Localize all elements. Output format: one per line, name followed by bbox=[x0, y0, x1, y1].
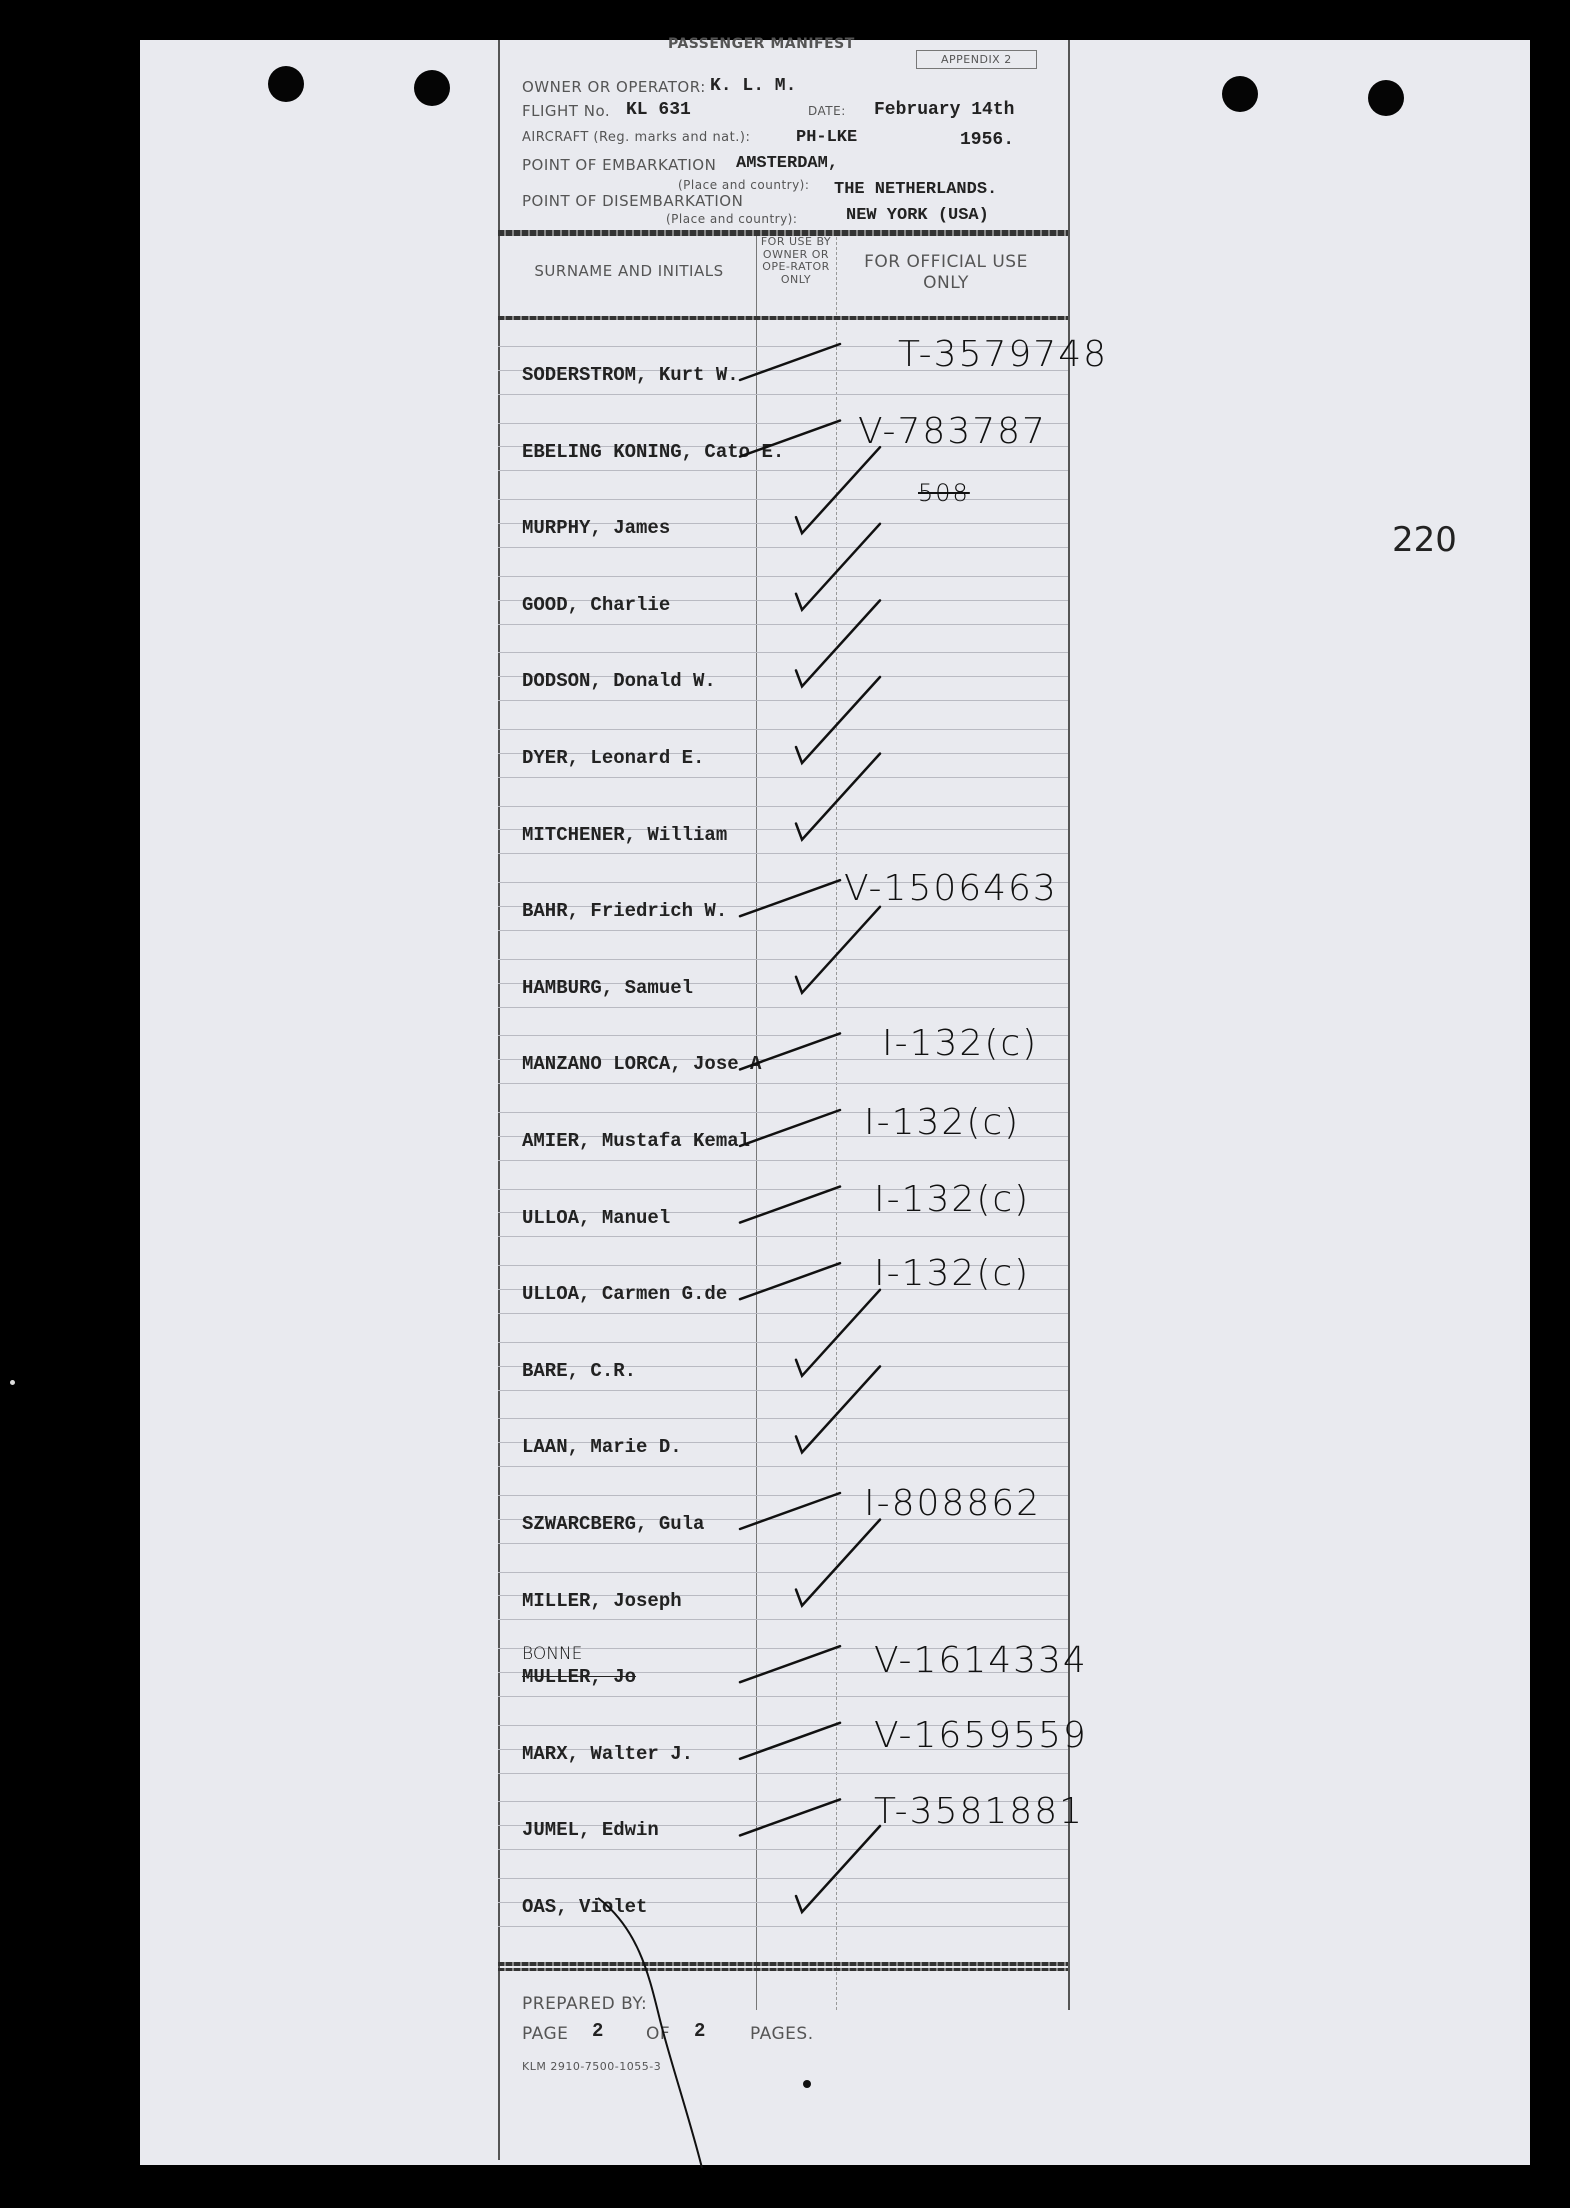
passenger-name: SODERSTROM, Kurt W. bbox=[522, 364, 739, 386]
name-correction: BONNE bbox=[522, 1644, 583, 1665]
check-mark bbox=[796, 1290, 880, 1376]
check-mark bbox=[796, 677, 880, 763]
official-code: I-132(c) bbox=[882, 1023, 1039, 1065]
check-mark bbox=[740, 1723, 840, 1759]
form-title: PASSENGER MANIFEST bbox=[668, 36, 855, 52]
check-mark bbox=[740, 1033, 840, 1069]
passenger-name: DYER, Leonard E. bbox=[522, 747, 705, 769]
check-mark bbox=[796, 1366, 880, 1452]
check-mark bbox=[740, 880, 840, 916]
prepared-by-label: PREPARED BY: bbox=[522, 1994, 648, 2014]
official-code: I-132(c) bbox=[864, 1102, 1021, 1143]
of-label: OF bbox=[646, 2024, 671, 2044]
passenger-name: MARX, Walter J. bbox=[522, 1742, 694, 1765]
passenger-name: JUMEL, Edwin bbox=[522, 1819, 659, 1842]
check-mark bbox=[740, 344, 840, 380]
official-code: V-1659559 bbox=[874, 1714, 1088, 1756]
form-code: KLM 2910-7500-1055-3 bbox=[522, 2060, 662, 2073]
passenger-name: AMIER, Mustafa Kemal bbox=[522, 1130, 751, 1152]
official-code: T-3579748 bbox=[898, 334, 1109, 375]
appendix-label: APPENDIX 2 bbox=[916, 50, 1037, 69]
flight-label: FLIGHT No. bbox=[522, 102, 611, 120]
official-code: V-1614334 bbox=[874, 1640, 1088, 1682]
check-mark bbox=[740, 1263, 840, 1299]
check-mark bbox=[796, 447, 880, 533]
date-value: February 14th bbox=[874, 100, 1015, 120]
embarkation-country: THE NETHERLANDS. bbox=[834, 180, 998, 199]
page-number: 220 bbox=[1392, 520, 1457, 560]
check-mark bbox=[796, 754, 880, 840]
passenger-name: BARE, C.R. bbox=[522, 1359, 637, 1382]
disembarkation-label: POINT OF DISEMBARKATION bbox=[522, 192, 744, 210]
check-mark bbox=[796, 524, 880, 610]
passenger-name: MITCHENER, William bbox=[522, 823, 728, 846]
official-code: T-3581881 bbox=[874, 1791, 1085, 1833]
page-value: 2 bbox=[592, 2020, 604, 2042]
aircraft-label: AIRCRAFT (Reg. marks and nat.): bbox=[522, 130, 751, 145]
page-label: PAGE bbox=[522, 2024, 569, 2044]
column-header-owner: FOR USE BY OWNER OR OPE-RATOR ONLY bbox=[760, 235, 832, 286]
official-scribble: 508 bbox=[918, 479, 970, 508]
pen-stroke bbox=[598, 1898, 702, 2168]
passenger-name: BAHR, Friedrich W. bbox=[522, 900, 728, 923]
year-value: 1956. bbox=[960, 130, 1015, 150]
official-code: I-132(c) bbox=[874, 1178, 1031, 1220]
column-header-official: FOR OFFICIAL USE ONLY bbox=[864, 252, 1028, 294]
check-mark bbox=[796, 600, 880, 686]
check-mark bbox=[740, 1110, 840, 1146]
owner-value: K. L. M. bbox=[710, 76, 797, 96]
passenger-name: HAMBURG, Samuel bbox=[522, 976, 694, 999]
passenger-name: ULLOA, Manuel bbox=[522, 1206, 671, 1229]
date-label: DATE: bbox=[808, 104, 846, 118]
check-mark bbox=[796, 1520, 880, 1606]
column-header-surname: SURNAME AND INITIALS bbox=[534, 262, 724, 280]
passenger-name: DODSON, Donald W. bbox=[522, 670, 716, 693]
passenger-name: ULLOA, Carmen G.de bbox=[522, 1283, 728, 1306]
passenger-name: LAAN, Marie D. bbox=[522, 1436, 682, 1459]
flight-value: KL 631 bbox=[626, 100, 691, 120]
disembarkation-value: NEW YORK (USA) bbox=[846, 206, 989, 225]
official-code: V-1506463 bbox=[844, 868, 1058, 910]
embarkation-value: AMSTERDAM, bbox=[736, 154, 839, 173]
passenger-name: SZWARCBERG, Gula bbox=[522, 1513, 705, 1535]
check-mark bbox=[740, 1493, 840, 1529]
check-mark bbox=[796, 907, 880, 993]
passenger-name: MILLER, Joseph bbox=[522, 1589, 682, 1612]
check-mark bbox=[740, 1646, 840, 1682]
passenger-name: MANZANO LORCA, Jose A bbox=[522, 1053, 762, 1076]
passenger-name: GOOD, Charlie bbox=[522, 593, 671, 616]
check-mark bbox=[796, 1826, 880, 1912]
passenger-name: EBELING KONING, Cato E. bbox=[522, 440, 785, 463]
place-country-label: (Place and country): bbox=[666, 212, 798, 226]
embarkation-label: POINT OF EMBARKATION bbox=[522, 156, 717, 174]
aircraft-value: PH-LKE bbox=[796, 128, 858, 147]
check-mark bbox=[740, 1187, 840, 1223]
pages-label: PAGES. bbox=[750, 2024, 814, 2044]
check-mark bbox=[740, 421, 840, 457]
official-code: I-808862 bbox=[864, 1483, 1042, 1524]
owner-label: OWNER OR OPERATOR: bbox=[522, 78, 706, 96]
passenger-name: OAS, Violet bbox=[522, 1896, 648, 1918]
passenger-name: MULLER, Jo bbox=[522, 1666, 637, 1689]
of-value: 2 bbox=[694, 2020, 706, 2042]
official-code: V-783787 bbox=[858, 410, 1047, 452]
check-mark bbox=[740, 1799, 840, 1835]
place-country-label: (Place and country): bbox=[678, 178, 810, 192]
passenger-name: MURPHY, James bbox=[522, 517, 671, 540]
official-code: I-132(c) bbox=[874, 1253, 1031, 1295]
